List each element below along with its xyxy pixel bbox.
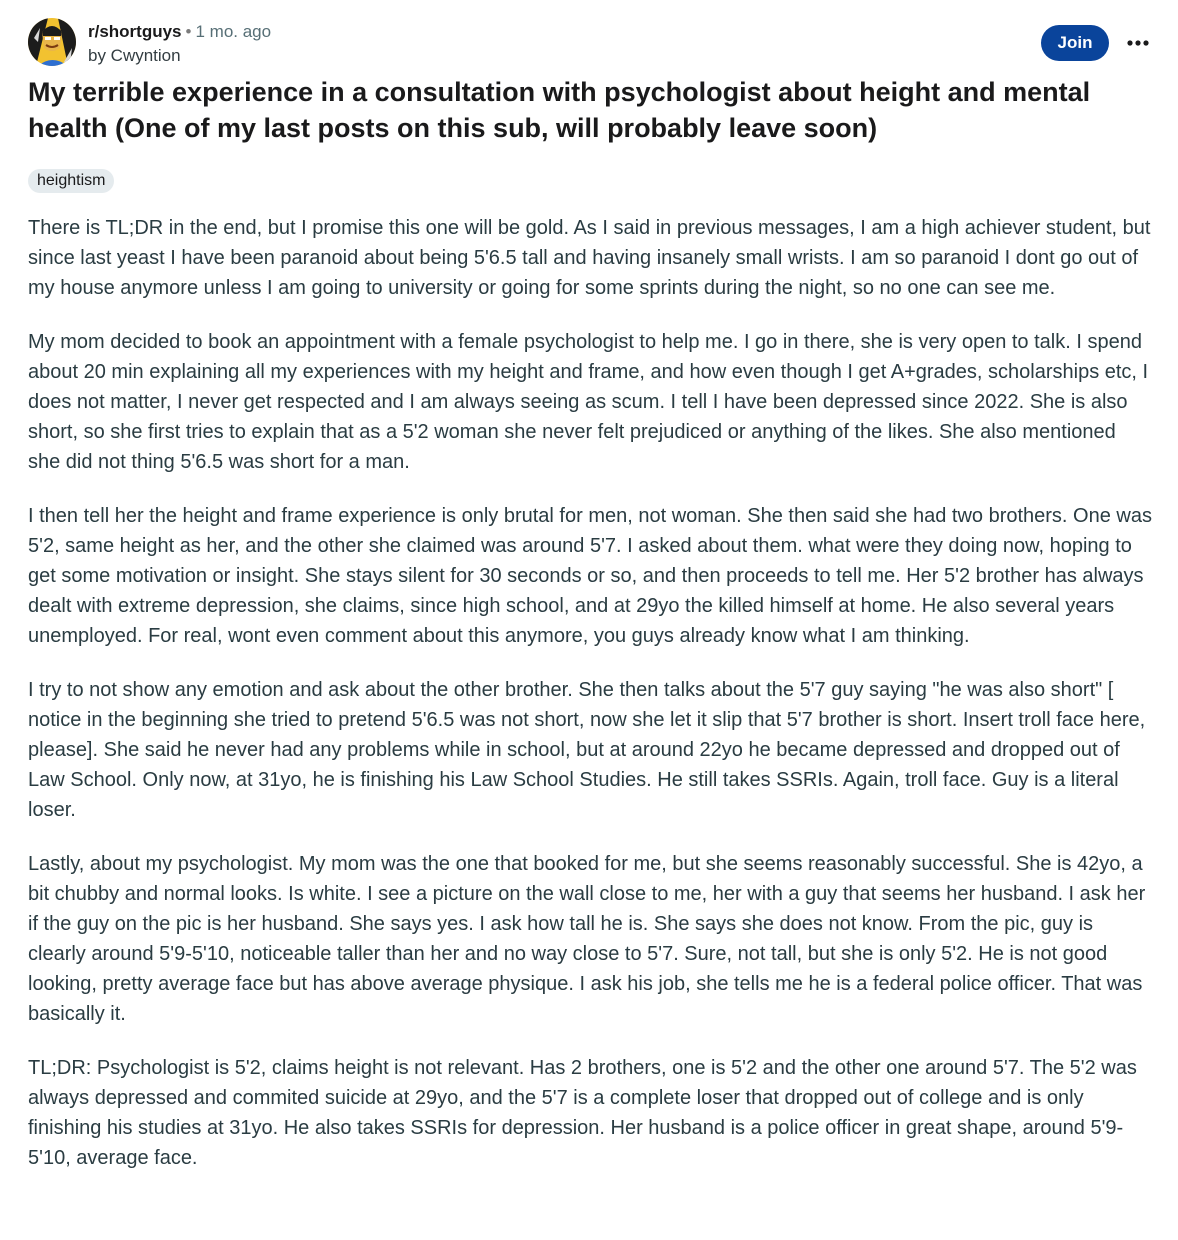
post-meta xyxy=(88,20,271,68)
post-paragraph: I then tell her the height and frame experience is only brutal for men, not woman. She then said she had two brothers. One was 5'2, same height as her, and the other she claimed was around 5'7. I asked about them. what were they doing now, hoping to get some motivation or insight. She stays silent for 30 seconds or so, and then proceeds to tell me. Her 5'2 brother has always dealt with extreme depression, she claims, since high school, and at 29yo the killed himself at home. He also several years unemployed. For real, wont even comment about this anymore, you guys already know what I am thinking. xyxy=(28,505,1152,647)
subreddit-link[interactable]: r/shortguys xyxy=(88,22,182,41)
subreddit-avatar-icon[interactable] xyxy=(28,18,76,66)
post-header xyxy=(28,18,1150,70)
author-line[interactable]: by Cwyntion xyxy=(88,46,181,65)
subreddit-line xyxy=(88,20,271,44)
post-paragraph: TL;DR: Psychologist is 5'2, claims height is not relevant. Has 2 brothers, one is 5'2 and the other one around 5'7. The 5'2 was always depressed and commited suicide at 29yo, and the 5'7 is a complete loser that dropped out of college and is only finishing his studies at 31yo. He also takes SSRIs for depression. Her husband is a police officer in great shape, around 5'9-5'10, average face. xyxy=(28,1057,1137,1169)
more-horizontal-icon xyxy=(1122,28,1154,58)
post-body xyxy=(28,213,1153,1197)
join-button[interactable]: Join xyxy=(1041,25,1109,61)
more-options-button[interactable] xyxy=(1122,28,1154,58)
post-title[interactable]: My terrible experience in a consultation with psychologist about height and mental health (One of my last posts on this sub, will probably leave soon) xyxy=(28,77,1091,143)
post-paragraph: I try to not show any emotion and ask about the other brother. She then talks about the 5'7 guy saying "he was also short" [ notice in the beginning she tried to pretend 5'6.5 was not short, now she let it slip that 5'7 brother is short. Insert troll face here, please]. She said he never had any problems while in school, but at around 22yo he became depressed and dropped out of Law School. Only now, at 31yo, he is finishing his Law School Studies. He still takes SSRIs. Again, troll face. Guy is a literal loser. xyxy=(28,679,1146,821)
post-paragraph: There is TL;DR in the end, but I promise this one will be gold. As I said in previous messages, I am a high achiever student, but since last yeast I have been paranoid about being 5'6.5 tall and having insanely small wrists. I am so paranoid I dont go out of my house anymore unless I am going to university or going for some sprints during the night, so no one can see me. xyxy=(28,217,1151,299)
post-paragraph: Lastly, about my psychologist. My mom was the one that booked for me, but she seems reasonably successful. She is 42yo, a bit chubby and normal looks. Is white. I see a picture on the wall close to me, her with a guy that seems her husband. I ask her if the guy on the pic is her husband. She says yes. I ask how tall he is. She says she does not know. From the pic, guy is clearly around 5'9-5'10, noticeable taller than her and no way close to 5'7. Sure, not tall, but she is only 5'2. He is not good looking, pretty average face but has above average physique. I ask his job, she tells me he is a federal police officer. That was basically it. xyxy=(28,853,1146,1025)
meta-separator: • xyxy=(185,22,192,41)
post-flair[interactable]: heightism xyxy=(28,169,114,193)
post-time: 1 mo. ago xyxy=(195,22,272,41)
post-paragraph: My mom decided to book an appointment with a female psychologist to help me. I go in there, she is very open to talk. I spend about 20 min explaining all my experiences with my height and frame, and how even though I get A+grades, scholarships etc, I does not matter, I never get respected and I am always seeing as scum. I tell I have been depressed since 2022. She is also short, so she first tries to explain that as a 5'2 woman she never felt prejudiced or anything of the likes. She also mentioned she did not thing 5'6.5 was short for a man. xyxy=(28,331,1149,473)
